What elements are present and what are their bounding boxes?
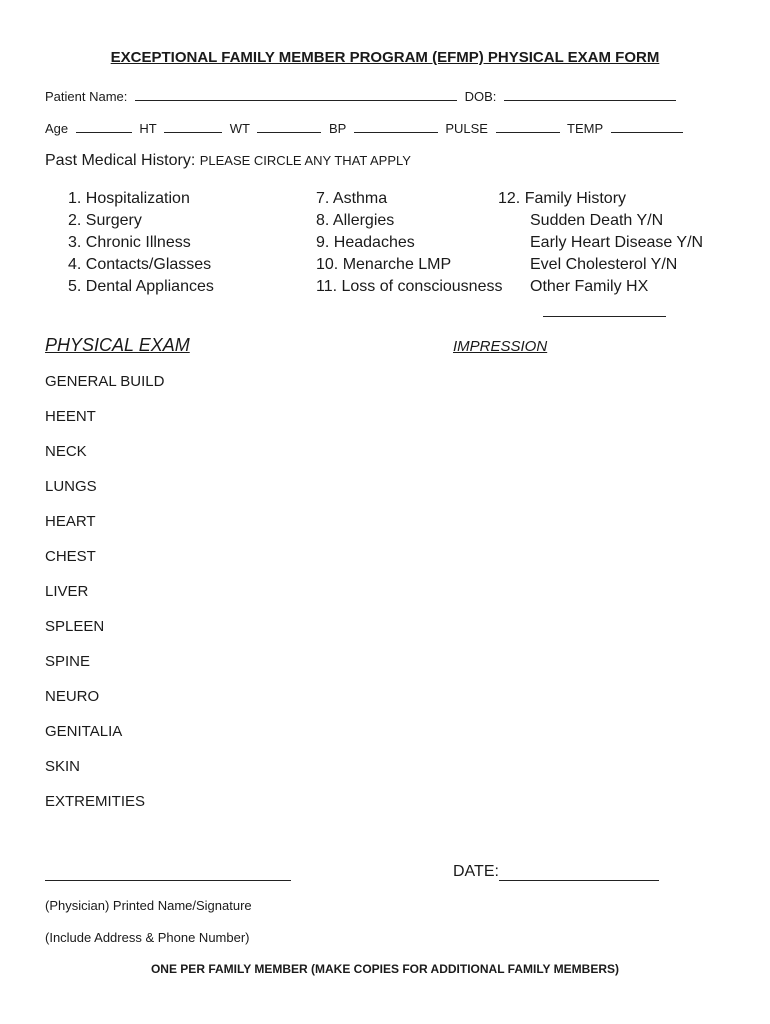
exam-item: SPLEEN — [45, 618, 105, 635]
wt-field[interactable] — [257, 120, 321, 133]
exam-item: NEURO — [45, 688, 100, 705]
footer-note: ONE PER FAMILY MEMBER (MAKE COPIES FOR ADDITIONAL FAMILY MEMBERS) — [150, 962, 620, 976]
pmh-item[interactable]: 4. Contacts/Glasses — [68, 256, 212, 273]
pmh-item[interactable]: 7. Asthma — [316, 190, 388, 207]
physical-exam-heading: PHYSICAL EXAM — [45, 335, 190, 355]
age-label: Age — [45, 121, 69, 136]
exam-item: GENERAL BUILD — [45, 373, 165, 390]
exam-item: NECK — [45, 443, 87, 460]
ht-label: HT — [139, 121, 157, 136]
past-medical-history-heading — [45, 152, 411, 170]
exam-items — [45, 373, 164, 828]
pmh-column-3 — [498, 188, 703, 298]
vitals-row — [45, 120, 687, 136]
dob-label: DOB: — [464, 89, 497, 104]
pmh-item[interactable]: Early Heart Disease Y/N — [530, 234, 704, 251]
pmh-item[interactable]: 2. Surgery — [68, 212, 142, 229]
pmh-item[interactable]: 3. Chronic Illness — [68, 234, 191, 251]
exam-item: HEENT — [45, 408, 96, 425]
pulse-field[interactable] — [496, 120, 560, 133]
ht-field[interactable] — [164, 120, 222, 133]
pulse-label: PULSE — [445, 121, 488, 136]
exam-item: GENITALIA — [45, 723, 123, 740]
exam-item: SPINE — [45, 653, 91, 670]
pmh-item[interactable]: 12. Family History — [498, 190, 627, 207]
patient-name-label: Patient Name: — [45, 89, 128, 104]
pmh-label: Past Medical History: — [45, 152, 196, 169]
pmh-item[interactable]: Evel Cholesterol Y/N — [530, 256, 678, 273]
exam-item: EXTREMITIES — [45, 793, 146, 810]
date-row — [453, 863, 499, 881]
pmh-item[interactable]: 5. Dental Appliances — [68, 278, 214, 295]
pmh-item[interactable]: Sudden Death Y/N — [530, 212, 664, 229]
date-label: DATE: — [453, 863, 499, 880]
pmh-item[interactable]: 8. Allergies — [316, 212, 395, 229]
impression-heading: IMPRESSION — [453, 338, 548, 355]
pmh-item[interactable]: 1. Hospitalization — [68, 190, 190, 207]
bp-field[interactable] — [354, 120, 438, 133]
pmh-item[interactable]: 10. Menarche LMP — [316, 256, 452, 273]
patient-name-field[interactable] — [135, 88, 457, 101]
address-note: (Include Address & Phone Number) — [45, 930, 250, 945]
wt-label: WT — [229, 121, 250, 136]
pmh-item[interactable]: Other Family HX — [530, 278, 649, 295]
printed-name-label: (Physician) Printed Name/Signature — [45, 898, 252, 913]
exam-item: HEART — [45, 513, 96, 530]
exam-item: LIVER — [45, 583, 89, 600]
pmh-column-2 — [316, 188, 502, 298]
exam-item: CHEST — [45, 548, 96, 565]
patient-name-row — [45, 88, 680, 104]
pmh-item[interactable]: 9. Headaches — [316, 234, 415, 251]
bp-label: BP — [328, 121, 347, 136]
form-title: EXCEPTIONAL FAMILY MEMBER PROGRAM (EFMP) PHYSICAL EXAM FORM — [110, 49, 660, 66]
temp-label: TEMP — [567, 121, 603, 136]
pmh-column-1 — [68, 188, 214, 298]
physician-signature-field[interactable] — [45, 880, 291, 881]
temp-field[interactable] — [611, 120, 683, 133]
dob-field[interactable] — [504, 88, 676, 101]
exam-item: SKIN — [45, 758, 81, 775]
other-family-hx-field[interactable] — [543, 316, 666, 317]
date-field[interactable] — [499, 880, 659, 881]
pmh-item[interactable]: 11. Loss of consciousness — [316, 278, 503, 295]
pmh-instruction: PLEASE CIRCLE ANY THAT APPLY — [199, 153, 411, 168]
exam-item: LUNGS — [45, 478, 97, 495]
age-field[interactable] — [76, 120, 132, 133]
